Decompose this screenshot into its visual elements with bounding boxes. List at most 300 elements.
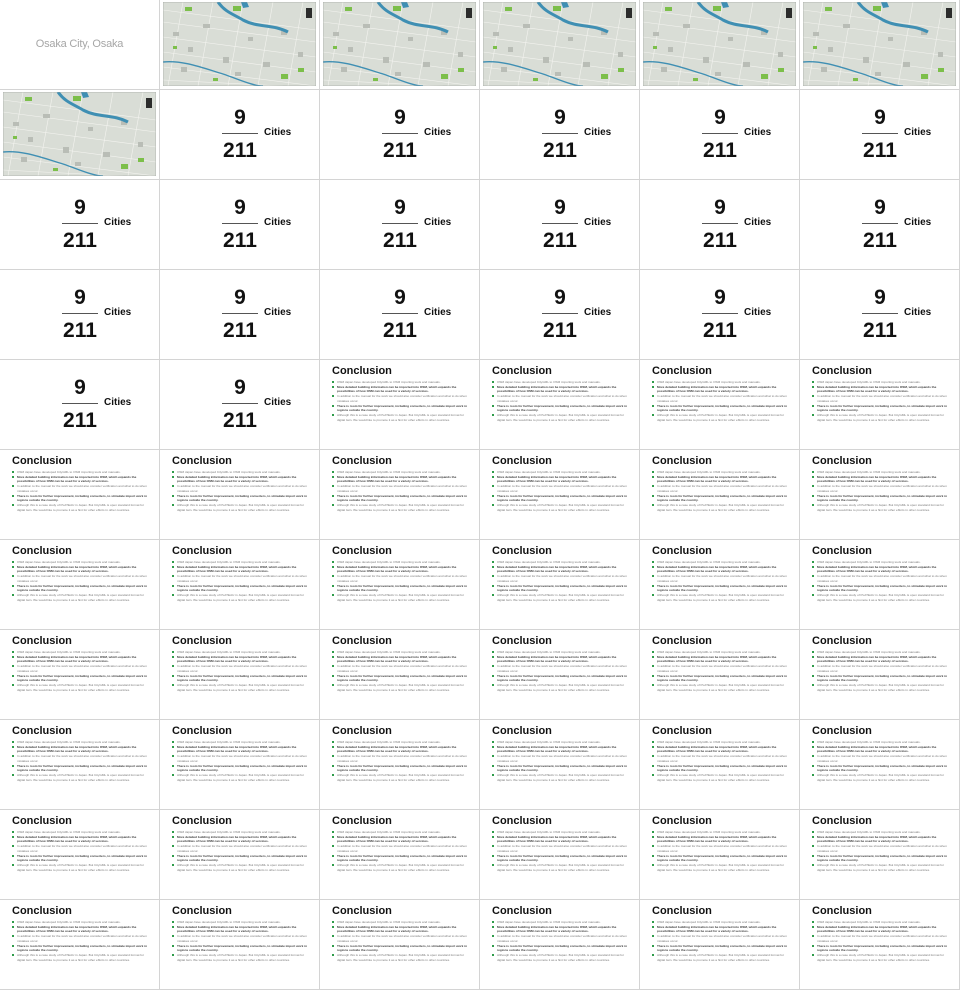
conclusion-heading: Conclusion bbox=[12, 725, 72, 737]
conclusion-bullet: OSM Japan have developed CityGML to OSM importing tools and manuals. bbox=[492, 650, 632, 655]
city-map-image bbox=[643, 2, 796, 86]
conclusion-bullet: More detailed building information can be imported into OSM, which expands the possibilities of how OSM can be used for a variety of services. bbox=[652, 385, 792, 394]
conclusion-bullet: There is room for further improvement, including converters, to stimulate import work in regions outside the country. bbox=[812, 404, 952, 413]
slide-title-text: Osaka City, Osaka bbox=[35, 38, 124, 50]
conclusion-heading: Conclusion bbox=[332, 725, 392, 737]
slide-thumbnail-conclusion[interactable] bbox=[480, 900, 639, 989]
slide-thumbnail-conclusion[interactable] bbox=[480, 450, 639, 539]
slide-thumbnail-conclusion[interactable] bbox=[640, 900, 799, 989]
fraction-numerator: 9 bbox=[874, 106, 886, 129]
conclusion-bullet: Although this is a case study of PLATEAU in Japan. But CityGML is open standard format for digital twin. We would like to promote it as a hint for other efforts in other countries. bbox=[332, 413, 472, 422]
conclusion-bullet: In addition to the manual for the work we should also consider verification and what to do when mistakes occur. bbox=[12, 844, 152, 853]
slide-thumbnail-fraction[interactable] bbox=[800, 90, 959, 179]
conclusion-bullet: OSM Japan have developed CityGML to OSM importing tools and manuals. bbox=[492, 920, 632, 925]
conclusion-bullet: Although this is a case study of PLATEAU in Japan. But CityGML is open standard format for digital twin. We would like to promote it as a hint for other efforts in other countries. bbox=[12, 683, 152, 692]
conclusion-bullet: In addition to the manual for the work we should also consider verification and what to do when mistakes occur. bbox=[492, 844, 632, 853]
fraction-bar bbox=[222, 403, 258, 404]
conclusion-bullet: OSM Japan have developed CityGML to OSM importing tools and manuals. bbox=[492, 380, 632, 385]
conclusion-bullet: In addition to the manual for the work we should also consider verification and what to do when mistakes occur. bbox=[332, 664, 472, 673]
conclusion-bullet-list bbox=[492, 740, 632, 782]
fraction-denominator: 211 bbox=[863, 139, 897, 162]
conclusion-bullet: There is room for further improvement, including converters, to stimulate import work in regions outside the country. bbox=[492, 944, 632, 953]
conclusion-bullet: OSM Japan have developed CityGML to OSM importing tools and manuals. bbox=[172, 740, 312, 745]
city-count-fraction bbox=[160, 180, 319, 269]
slide-thumbnail-conclusion[interactable] bbox=[800, 450, 959, 539]
conclusion-bullet: There is room for further improvement, including converters, to stimulate import work in regions outside the country. bbox=[652, 854, 792, 863]
slide-thumbnail-map[interactable] bbox=[160, 0, 319, 89]
conclusion-bullet: There is room for further improvement, including converters, to stimulate import work in regions outside the country. bbox=[652, 764, 792, 773]
conclusion-bullet: More detailed building information can be imported into OSM, which expands the possibilities of how OSM can be used for a variety of services. bbox=[172, 475, 312, 484]
conclusion-bullet: More detailed building information can be imported into OSM, which expands the possibilities of how OSM can be used for a variety of services. bbox=[812, 565, 952, 574]
slide-thumbnail-fraction[interactable] bbox=[640, 270, 799, 359]
conclusion-bullet: Although this is a case study of PLATEAU in Japan. But CityGML is open standard format for digital twin. We would like to promote it as a hint for other efforts in other countries. bbox=[12, 593, 152, 602]
conclusion-bullet: Although this is a case study of PLATEAU in Japan. But CityGML is open standard format for digital twin. We would like to promote it as a hint for other efforts in other countries. bbox=[172, 683, 312, 692]
conclusion-bullet: There is room for further improvement, including converters, to stimulate import work in regions outside the country. bbox=[172, 944, 312, 953]
fraction-unit-label: Cities bbox=[424, 217, 452, 228]
conclusion-bullet: Although this is a case study of PLATEAU in Japan. But CityGML is open standard format for digital twin. We would like to promote it as a hint for other efforts in other countries. bbox=[492, 773, 632, 782]
conclusion-bullet: Although this is a case study of PLATEAU in Japan. But CityGML is open standard format for digital twin. We would like to promote it as a hint for other efforts in other countries. bbox=[492, 593, 632, 602]
conclusion-bullet: There is room for further improvement, including converters, to stimulate import work in regions outside the country. bbox=[492, 584, 632, 593]
conclusion-bullet: More detailed building information can be imported into OSM, which expands the possibilities of how OSM can be used for a variety of services. bbox=[172, 925, 312, 934]
fraction-denominator: 211 bbox=[703, 319, 737, 342]
conclusion-bullet: OSM Japan have developed CityGML to OSM importing tools and manuals. bbox=[492, 560, 632, 565]
conclusion-bullet: OSM Japan have developed CityGML to OSM importing tools and manuals. bbox=[812, 920, 952, 925]
conclusion-bullet-list bbox=[652, 830, 792, 872]
city-count-fraction bbox=[320, 270, 479, 359]
fraction-bar bbox=[862, 133, 898, 134]
fraction-denominator: 211 bbox=[223, 139, 257, 162]
fraction-numerator: 9 bbox=[394, 286, 406, 309]
city-count-fraction bbox=[160, 360, 319, 449]
conclusion-bullet: There is room for further improvement, including converters, to stimulate import work in regions outside the country. bbox=[492, 854, 632, 863]
slide-thumbnail-conclusion[interactable] bbox=[800, 540, 959, 629]
conclusion-bullet-list bbox=[812, 560, 952, 602]
conclusion-bullet: In addition to the manual for the work we should also consider verification and what to do when mistakes occur. bbox=[812, 394, 952, 403]
conclusion-bullet: In addition to the manual for the work we should also consider verification and what to do when mistakes occur. bbox=[492, 934, 632, 943]
fraction-bar bbox=[222, 313, 258, 314]
conclusion-bullet: More detailed building information can be imported into OSM, which expands the possibilities of how OSM can be used for a variety of services. bbox=[332, 835, 472, 844]
slide-thumbnail-conclusion[interactable] bbox=[320, 630, 479, 719]
conclusion-bullet: OSM Japan have developed CityGML to OSM importing tools and manuals. bbox=[172, 560, 312, 565]
slide-thumbnail-conclusion[interactable] bbox=[0, 630, 159, 719]
fraction-numerator: 9 bbox=[554, 286, 566, 309]
conclusion-bullet: In addition to the manual for the work we should also consider verification and what to do when mistakes occur. bbox=[12, 484, 152, 493]
fraction-unit-label: Cities bbox=[744, 127, 772, 138]
conclusion-bullet: OSM Japan have developed CityGML to OSM importing tools and manuals. bbox=[812, 380, 952, 385]
conclusion-bullet: OSM Japan have developed CityGML to OSM importing tools and manuals. bbox=[12, 740, 152, 745]
conclusion-bullet: More detailed building information can be imported into OSM, which expands the possibilities of how OSM can be used for a variety of services. bbox=[812, 385, 952, 394]
fraction-denominator: 211 bbox=[383, 139, 417, 162]
conclusion-bullet: There is room for further improvement, including converters, to stimulate import work in regions outside the country. bbox=[12, 944, 152, 953]
conclusion-heading: Conclusion bbox=[652, 815, 712, 827]
slide-thumbnail-fraction[interactable] bbox=[0, 270, 159, 359]
conclusion-bullet: Although this is a case study of PLATEAU in Japan. But CityGML is open standard format for digital twin. We would like to promote it as a hint for other efforts in other countries. bbox=[332, 593, 472, 602]
conclusion-bullet: There is room for further improvement, including converters, to stimulate import work in regions outside the country. bbox=[812, 764, 952, 773]
conclusion-bullet-list bbox=[812, 920, 952, 962]
conclusion-heading: Conclusion bbox=[492, 725, 552, 737]
conclusion-bullet: There is room for further improvement, including converters, to stimulate import work in regions outside the country. bbox=[12, 854, 152, 863]
conclusion-bullet: OSM Japan have developed CityGML to OSM importing tools and manuals. bbox=[172, 830, 312, 835]
conclusion-bullet-list bbox=[12, 920, 152, 962]
conclusion-bullet-list bbox=[172, 920, 312, 962]
slide-thumbnail-fraction[interactable] bbox=[160, 360, 319, 449]
conclusion-bullet-list bbox=[812, 380, 952, 422]
slide-thumbnail-conclusion[interactable] bbox=[480, 540, 639, 629]
fraction-unit-label: Cities bbox=[104, 307, 132, 318]
fraction-bar bbox=[862, 223, 898, 224]
conclusion-heading: Conclusion bbox=[332, 455, 392, 467]
conclusion-bullet: Although this is a case study of PLATEAU in Japan. But CityGML is open standard format for digital twin. We would like to promote it as a hint for other efforts in other countries. bbox=[332, 683, 472, 692]
conclusion-bullet: Although this is a case study of PLATEAU in Japan. But CityGML is open standard format for digital twin. We would like to promote it as a hint for other efforts in other countries. bbox=[652, 773, 792, 782]
conclusion-bullet: Although this is a case study of PLATEAU in Japan. But CityGML is open standard format for digital twin. We would like to promote it as a hint for other efforts in other countries. bbox=[812, 413, 952, 422]
fraction-numerator: 9 bbox=[234, 286, 246, 309]
conclusion-bullet: In addition to the manual for the work we should also consider verification and what to do when mistakes occur. bbox=[492, 484, 632, 493]
fraction-bar bbox=[862, 313, 898, 314]
slide-thumbnail-fraction[interactable] bbox=[320, 180, 479, 269]
conclusion-bullet: There is room for further improvement, including converters, to stimulate import work in regions outside the country. bbox=[172, 494, 312, 503]
conclusion-bullet: In addition to the manual for the work we should also consider verification and what to do when mistakes occur. bbox=[172, 844, 312, 853]
conclusion-bullet: There is room for further improvement, including converters, to stimulate import work in regions outside the country. bbox=[812, 584, 952, 593]
city-count-fraction bbox=[640, 180, 799, 269]
conclusion-bullet: In addition to the manual for the work we should also consider verification and what to do when mistakes occur. bbox=[492, 394, 632, 403]
slide-thumbnail-conclusion[interactable] bbox=[0, 720, 159, 809]
slide-thumbnail-conclusion[interactable] bbox=[320, 810, 479, 899]
conclusion-bullet-list bbox=[172, 470, 312, 512]
conclusion-bullet: More detailed building information can be imported into OSM, which expands the possibilities of how OSM can be used for a variety of services. bbox=[492, 385, 632, 394]
fraction-unit-label: Cities bbox=[104, 217, 132, 228]
conclusion-bullet-list bbox=[812, 740, 952, 782]
slide-thumbnail-fraction[interactable] bbox=[160, 270, 319, 359]
conclusion-bullet: More detailed building information can be imported into OSM, which expands the possibilities of how OSM can be used for a variety of services. bbox=[12, 475, 152, 484]
slide-thumbnail-conclusion[interactable] bbox=[800, 900, 959, 989]
conclusion-bullet: More detailed building information can be imported into OSM, which expands the possibilities of how OSM can be used for a variety of services. bbox=[812, 475, 952, 484]
slide-thumbnail-conclusion[interactable] bbox=[320, 450, 479, 539]
city-count-fraction bbox=[0, 360, 159, 449]
conclusion-bullet: In addition to the manual for the work we should also consider verification and what to do when mistakes occur. bbox=[332, 754, 472, 763]
conclusion-bullet: Although this is a case study of PLATEAU in Japan. But CityGML is open standard format for digital twin. We would like to promote it as a hint for other efforts in other countries. bbox=[12, 863, 152, 872]
city-count-fraction bbox=[320, 90, 479, 179]
slide-thumbnail-conclusion[interactable] bbox=[640, 360, 799, 449]
conclusion-heading: Conclusion bbox=[812, 545, 872, 557]
conclusion-heading: Conclusion bbox=[812, 725, 872, 737]
city-count-fraction bbox=[480, 180, 639, 269]
slide-thumbnail-fraction[interactable] bbox=[800, 180, 959, 269]
conclusion-heading: Conclusion bbox=[172, 545, 232, 557]
conclusion-bullet: More detailed building information can be imported into OSM, which expands the possibilities of how OSM can be used for a variety of services. bbox=[492, 745, 632, 754]
conclusion-heading: Conclusion bbox=[172, 725, 232, 737]
fraction-denominator: 211 bbox=[543, 139, 577, 162]
slide-thumbnail-fraction[interactable] bbox=[480, 180, 639, 269]
slide-thumbnail-map[interactable] bbox=[640, 0, 799, 89]
conclusion-bullet: OSM Japan have developed CityGML to OSM importing tools and manuals. bbox=[12, 470, 152, 475]
conclusion-bullet: Although this is a case study of PLATEAU in Japan. But CityGML is open standard format for digital twin. We would like to promote it as a hint for other efforts in other countries. bbox=[12, 773, 152, 782]
slide-thumbnail-title[interactable] bbox=[0, 0, 159, 89]
slide-thumbnail-conclusion[interactable] bbox=[480, 630, 639, 719]
conclusion-heading: Conclusion bbox=[812, 905, 872, 917]
fraction-numerator: 9 bbox=[74, 286, 86, 309]
conclusion-bullet: There is room for further improvement, including converters, to stimulate import work in regions outside the country. bbox=[492, 494, 632, 503]
city-map-image bbox=[483, 2, 636, 86]
fraction-denominator: 211 bbox=[63, 409, 97, 432]
conclusion-bullet: Although this is a case study of PLATEAU in Japan. But CityGML is open standard format for digital twin. We would like to promote it as a hint for other efforts in other countries. bbox=[652, 953, 792, 962]
conclusion-bullet: In addition to the manual for the work we should also consider verification and what to do when mistakes occur. bbox=[172, 484, 312, 493]
conclusion-bullet-list bbox=[12, 650, 152, 692]
fraction-unit-label: Cities bbox=[904, 307, 932, 318]
conclusion-bullet: There is room for further improvement, including converters, to stimulate import work in regions outside the country. bbox=[12, 584, 152, 593]
city-count-fraction bbox=[160, 90, 319, 179]
slide-thumbnail-conclusion[interactable] bbox=[320, 360, 479, 449]
conclusion-bullet: More detailed building information can be imported into OSM, which expands the possibilities of how OSM can be used for a variety of services. bbox=[652, 475, 792, 484]
conclusion-bullet: Although this is a case study of PLATEAU in Japan. But CityGML is open standard format for digital twin. We would like to promote it as a hint for other efforts in other countries. bbox=[12, 503, 152, 512]
conclusion-bullet: OSM Japan have developed CityGML to OSM importing tools and manuals. bbox=[172, 470, 312, 475]
slide-thumbnail-conclusion[interactable] bbox=[0, 810, 159, 899]
conclusion-bullet-list bbox=[332, 740, 472, 782]
conclusion-bullet: OSM Japan have developed CityGML to OSM importing tools and manuals. bbox=[332, 470, 472, 475]
fraction-denominator: 211 bbox=[63, 319, 97, 342]
slide-thumbnail-conclusion[interactable] bbox=[160, 720, 319, 809]
conclusion-bullet: In addition to the manual for the work we should also consider verification and what to do when mistakes occur. bbox=[812, 574, 952, 583]
conclusion-bullet: More detailed building information can be imported into OSM, which expands the possibilities of how OSM can be used for a variety of services. bbox=[12, 745, 152, 754]
slide-thumbnail-conclusion[interactable] bbox=[0, 900, 159, 989]
conclusion-bullet: There is room for further improvement, including converters, to stimulate import work in regions outside the country. bbox=[492, 674, 632, 683]
slide-thumbnail-conclusion[interactable] bbox=[480, 360, 639, 449]
fraction-bar bbox=[702, 133, 738, 134]
conclusion-bullet-list bbox=[332, 380, 472, 422]
slide-thumbnail-fraction[interactable] bbox=[640, 90, 799, 179]
slide-thumbnail-map[interactable] bbox=[800, 0, 959, 89]
conclusion-heading: Conclusion bbox=[492, 905, 552, 917]
conclusion-bullet: OSM Japan have developed CityGML to OSM importing tools and manuals. bbox=[652, 830, 792, 835]
slide-thumbnail-conclusion[interactable] bbox=[320, 540, 479, 629]
conclusion-bullet: OSM Japan have developed CityGML to OSM importing tools and manuals. bbox=[332, 560, 472, 565]
slide-thumbnail-map[interactable] bbox=[320, 0, 479, 89]
slide-thumbnail-map[interactable] bbox=[0, 90, 159, 179]
conclusion-bullet: There is room for further improvement, including converters, to stimulate import work in regions outside the country. bbox=[172, 854, 312, 863]
conclusion-bullet: OSM Japan have developed CityGML to OSM importing tools and manuals. bbox=[12, 650, 152, 655]
conclusion-bullet: Although this is a case study of PLATEAU in Japan. But CityGML is open standard format for digital twin. We would like to promote it as a hint for other efforts in other countries. bbox=[812, 773, 952, 782]
conclusion-bullet: More detailed building information can be imported into OSM, which expands the possibilities of how OSM can be used for a variety of services. bbox=[332, 745, 472, 754]
slide-thumbnail-conclusion[interactable] bbox=[800, 360, 959, 449]
conclusion-bullet: There is room for further improvement, including converters, to stimulate import work in regions outside the country. bbox=[332, 854, 472, 863]
conclusion-bullet: OSM Japan have developed CityGML to OSM importing tools and manuals. bbox=[12, 830, 152, 835]
fraction-bar bbox=[62, 223, 98, 224]
conclusion-bullet: There is room for further improvement, including converters, to stimulate import work in regions outside the country. bbox=[812, 854, 952, 863]
slide-thumbnail-conclusion[interactable] bbox=[640, 810, 799, 899]
conclusion-bullet: More detailed building information can be imported into OSM, which expands the possibilities of how OSM can be used for a variety of services. bbox=[652, 655, 792, 664]
conclusion-bullet: In addition to the manual for the work we should also consider verification and what to do when mistakes occur. bbox=[12, 754, 152, 763]
conclusion-bullet: More detailed building information can be imported into OSM, which expands the possibilities of how OSM can be used for a variety of services. bbox=[332, 655, 472, 664]
fraction-bar bbox=[62, 313, 98, 314]
conclusion-heading: Conclusion bbox=[652, 905, 712, 917]
fraction-denominator: 211 bbox=[863, 319, 897, 342]
conclusion-bullet: In addition to the manual for the work we should also consider verification and what to do when mistakes occur. bbox=[172, 754, 312, 763]
conclusion-heading: Conclusion bbox=[332, 365, 392, 377]
slide-thumbnail-conclusion[interactable] bbox=[800, 810, 959, 899]
conclusion-bullet: Although this is a case study of PLATEAU in Japan. But CityGML is open standard format for digital twin. We would like to promote it as a hint for other efforts in other countries. bbox=[492, 953, 632, 962]
city-map-image bbox=[803, 2, 956, 86]
slide-thumbnail-fraction[interactable] bbox=[640, 180, 799, 269]
fraction-unit-label: Cities bbox=[424, 307, 452, 318]
conclusion-bullet-list bbox=[12, 830, 152, 872]
fraction-numerator: 9 bbox=[234, 376, 246, 399]
conclusion-bullet: More detailed building information can be imported into OSM, which expands the possibilities of how OSM can be used for a variety of services. bbox=[172, 655, 312, 664]
slide-thumbnail-map[interactable] bbox=[480, 0, 639, 89]
conclusion-bullet: More detailed building information can be imported into OSM, which expands the possibilities of how OSM can be used for a variety of services. bbox=[492, 565, 632, 574]
slide-thumbnail-conclusion[interactable] bbox=[160, 900, 319, 989]
conclusion-bullet: There is room for further improvement, including converters, to stimulate import work in regions outside the country. bbox=[652, 494, 792, 503]
conclusion-bullet: OSM Japan have developed CityGML to OSM importing tools and manuals. bbox=[652, 920, 792, 925]
slide-thumbnail-conclusion[interactable] bbox=[640, 630, 799, 719]
fraction-numerator: 9 bbox=[874, 196, 886, 219]
conclusion-heading: Conclusion bbox=[812, 365, 872, 377]
fraction-denominator: 211 bbox=[543, 319, 577, 342]
fraction-denominator: 211 bbox=[63, 229, 97, 252]
conclusion-bullet: OSM Japan have developed CityGML to OSM importing tools and manuals. bbox=[332, 740, 472, 745]
conclusion-heading: Conclusion bbox=[332, 815, 392, 827]
fraction-unit-label: Cities bbox=[584, 127, 612, 138]
conclusion-bullet: In addition to the manual for the work we should also consider verification and what to do when mistakes occur. bbox=[812, 934, 952, 943]
slide-thumbnail-fraction[interactable] bbox=[480, 90, 639, 179]
conclusion-bullet-list bbox=[652, 650, 792, 692]
conclusion-heading: Conclusion bbox=[652, 635, 712, 647]
conclusion-bullet: There is room for further improvement, including converters, to stimulate import work in regions outside the country. bbox=[172, 584, 312, 593]
slide-thumbnail-conclusion[interactable] bbox=[480, 720, 639, 809]
conclusion-bullet-list bbox=[12, 470, 152, 512]
slide-thumbnail-conclusion[interactable] bbox=[0, 540, 159, 629]
conclusion-heading: Conclusion bbox=[812, 815, 872, 827]
slide-thumbnail-conclusion[interactable] bbox=[320, 720, 479, 809]
slide-thumbnail-fraction[interactable] bbox=[480, 270, 639, 359]
conclusion-bullet: OSM Japan have developed CityGML to OSM importing tools and manuals. bbox=[492, 470, 632, 475]
fraction-unit-label: Cities bbox=[264, 217, 292, 228]
slide-thumbnail-fraction[interactable] bbox=[800, 270, 959, 359]
conclusion-bullet: More detailed building information can be imported into OSM, which expands the possibilities of how OSM can be used for a variety of services. bbox=[652, 835, 792, 844]
conclusion-bullet: There is room for further improvement, including converters, to stimulate import work in regions outside the country. bbox=[332, 584, 472, 593]
fraction-unit-label: Cities bbox=[744, 217, 772, 228]
conclusion-bullet-list bbox=[172, 830, 312, 872]
slide-thumbnail-conclusion[interactable] bbox=[160, 540, 319, 629]
conclusion-bullet: Although this is a case study of PLATEAU in Japan. But CityGML is open standard format for digital twin. We would like to promote it as a hint for other efforts in other countries. bbox=[332, 773, 472, 782]
conclusion-bullet: There is room for further improvement, including converters, to stimulate import work in regions outside the country. bbox=[332, 404, 472, 413]
slide-thumbnail-conclusion[interactable] bbox=[640, 450, 799, 539]
slide-thumbnail-fraction[interactable] bbox=[0, 360, 159, 449]
conclusion-bullet: More detailed building information can be imported into OSM, which expands the possibilities of how OSM can be used for a variety of services. bbox=[332, 565, 472, 574]
conclusion-heading: Conclusion bbox=[332, 635, 392, 647]
fraction-bar bbox=[222, 133, 258, 134]
conclusion-heading: Conclusion bbox=[172, 635, 232, 647]
fraction-numerator: 9 bbox=[874, 286, 886, 309]
slide-thumbnail-conclusion[interactable] bbox=[800, 720, 959, 809]
conclusion-bullet: More detailed building information can be imported into OSM, which expands the possibilities of how OSM can be used for a variety of services. bbox=[492, 835, 632, 844]
conclusion-bullet: Although this is a case study of PLATEAU in Japan. But CityGML is open standard format for digital twin. We would like to promote it as a hint for other efforts in other countries. bbox=[652, 683, 792, 692]
city-count-fraction bbox=[800, 90, 959, 179]
conclusion-heading: Conclusion bbox=[12, 905, 72, 917]
slide-thumbnail-conclusion[interactable] bbox=[480, 810, 639, 899]
slide-thumbnail-conclusion[interactable] bbox=[160, 810, 319, 899]
conclusion-bullet: OSM Japan have developed CityGML to OSM importing tools and manuals. bbox=[332, 920, 472, 925]
conclusion-bullet: There is room for further improvement, including converters, to stimulate import work in regions outside the country. bbox=[652, 404, 792, 413]
conclusion-bullet: In addition to the manual for the work we should also consider verification and what to do when mistakes occur. bbox=[812, 664, 952, 673]
conclusion-heading: Conclusion bbox=[492, 545, 552, 557]
conclusion-bullet: In addition to the manual for the work we should also consider verification and what to do when mistakes occur. bbox=[172, 934, 312, 943]
fraction-unit-label: Cities bbox=[584, 217, 612, 228]
slide-thumbnail-fraction[interactable] bbox=[0, 180, 159, 269]
conclusion-heading: Conclusion bbox=[812, 635, 872, 647]
slide-thumbnail-conclusion[interactable] bbox=[320, 900, 479, 989]
city-count-fraction bbox=[160, 270, 319, 359]
conclusion-bullet: Although this is a case study of PLATEAU in Japan. But CityGML is open standard format for digital twin. We would like to promote it as a hint for other efforts in other countries. bbox=[332, 863, 472, 872]
fraction-numerator: 9 bbox=[554, 106, 566, 129]
conclusion-heading: Conclusion bbox=[652, 455, 712, 467]
fraction-bar bbox=[542, 133, 578, 134]
conclusion-heading: Conclusion bbox=[492, 635, 552, 647]
conclusion-bullet: In addition to the manual for the work we should also consider verification and what to do when mistakes occur. bbox=[652, 844, 792, 853]
conclusion-bullet: More detailed building information can be imported into OSM, which expands the possibilities of how OSM can be used for a variety of services. bbox=[492, 655, 632, 664]
conclusion-bullet-list bbox=[652, 470, 792, 512]
conclusion-bullet: In addition to the manual for the work we should also consider verification and what to do when mistakes occur. bbox=[812, 754, 952, 763]
conclusion-bullet: There is room for further improvement, including converters, to stimulate import work in regions outside the country. bbox=[332, 764, 472, 773]
conclusion-bullet: OSM Japan have developed CityGML to OSM importing tools and manuals. bbox=[812, 470, 952, 475]
slide-thumbnail-conclusion[interactable] bbox=[160, 450, 319, 539]
slide-thumbnail-conclusion[interactable] bbox=[640, 540, 799, 629]
fraction-unit-label: Cities bbox=[264, 307, 292, 318]
conclusion-bullet-list bbox=[172, 740, 312, 782]
conclusion-bullet: Although this is a case study of PLATEAU in Japan. But CityGML is open standard format for digital twin. We would like to promote it as a hint for other efforts in other countries. bbox=[172, 503, 312, 512]
conclusion-bullet: OSM Japan have developed CityGML to OSM importing tools and manuals. bbox=[492, 830, 632, 835]
conclusion-bullet: There is room for further improvement, including converters, to stimulate import work in regions outside the country. bbox=[332, 944, 472, 953]
city-count-fraction bbox=[320, 180, 479, 269]
slide-thumbnail-conclusion[interactable] bbox=[160, 630, 319, 719]
conclusion-bullet: More detailed building information can be imported into OSM, which expands the possibilities of how OSM can be used for a variety of services. bbox=[492, 925, 632, 934]
slide-thumbnail-conclusion[interactable] bbox=[800, 630, 959, 719]
city-map-image bbox=[163, 2, 316, 86]
slide-thumbnail-conclusion[interactable] bbox=[0, 450, 159, 539]
fraction-denominator: 211 bbox=[543, 229, 577, 252]
fraction-numerator: 9 bbox=[394, 196, 406, 219]
conclusion-bullet: OSM Japan have developed CityGML to OSM importing tools and manuals. bbox=[812, 830, 952, 835]
conclusion-bullet: OSM Japan have developed CityGML to OSM importing tools and manuals. bbox=[652, 380, 792, 385]
conclusion-bullet: There is room for further improvement, including converters, to stimulate import work in regions outside the country. bbox=[172, 764, 312, 773]
conclusion-bullet-list bbox=[332, 650, 472, 692]
fraction-bar bbox=[222, 223, 258, 224]
fraction-bar bbox=[382, 133, 418, 134]
conclusion-heading: Conclusion bbox=[652, 725, 712, 737]
conclusion-bullet: More detailed building information can be imported into OSM, which expands the possibilities of how OSM can be used for a variety of services. bbox=[332, 475, 472, 484]
conclusion-bullet: Although this is a case study of PLATEAU in Japan. But CityGML is open standard format for digital twin. We would like to promote it as a hint for other efforts in other countries. bbox=[172, 773, 312, 782]
slide-thumbnail-fraction[interactable] bbox=[160, 90, 319, 179]
conclusion-heading: Conclusion bbox=[652, 545, 712, 557]
city-count-fraction bbox=[0, 180, 159, 269]
conclusion-bullet: In addition to the manual for the work we should also consider verification and what to do when mistakes occur. bbox=[652, 394, 792, 403]
conclusion-bullet: In addition to the manual for the work we should also consider verification and what to do when mistakes occur. bbox=[332, 934, 472, 943]
conclusion-bullet-list bbox=[172, 650, 312, 692]
conclusion-bullet: In addition to the manual for the work we should also consider verification and what to do when mistakes occur. bbox=[332, 844, 472, 853]
slide-thumbnail-conclusion[interactable] bbox=[640, 720, 799, 809]
conclusion-bullet-list bbox=[332, 470, 472, 512]
city-map-image bbox=[323, 2, 476, 86]
slide-thumbnail-fraction[interactable] bbox=[160, 180, 319, 269]
conclusion-bullet: OSM Japan have developed CityGML to OSM importing tools and manuals. bbox=[332, 650, 472, 655]
slide-thumbnail-fraction[interactable] bbox=[320, 90, 479, 179]
fraction-unit-label: Cities bbox=[904, 127, 932, 138]
conclusion-bullet: Although this is a case study of PLATEAU in Japan. But CityGML is open standard format for digital twin. We would like to promote it as a hint for other efforts in other countries. bbox=[812, 953, 952, 962]
conclusion-bullet: In addition to the manual for the work we should also consider verification and what to do when mistakes occur. bbox=[492, 664, 632, 673]
slide-thumbnail-fraction[interactable] bbox=[320, 270, 479, 359]
conclusion-bullet: In addition to the manual for the work we should also consider verification and what to do when mistakes occur. bbox=[12, 664, 152, 673]
city-count-fraction bbox=[0, 270, 159, 359]
city-map-image bbox=[3, 92, 156, 176]
conclusion-bullet-list bbox=[812, 470, 952, 512]
